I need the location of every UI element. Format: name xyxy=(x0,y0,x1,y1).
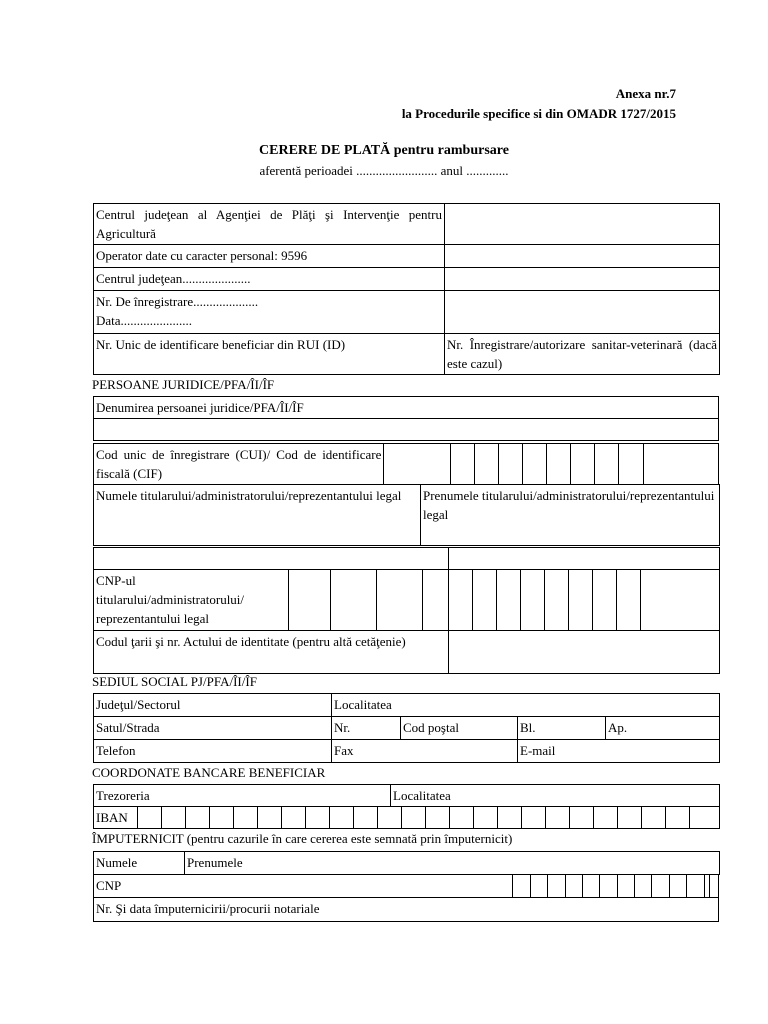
proxy-cnp-digit[interactable] xyxy=(635,875,652,898)
fax-label[interactable]: Fax xyxy=(332,740,518,763)
period-line: aferentă perioadei ......................... anul ............. xyxy=(259,163,509,178)
holder-first-name-label: Prenumele titularului/administratorului/reprezentantului legal xyxy=(421,485,720,546)
cnp-label: CNP-ul titularului/administratorului/ reprezentantului legal xyxy=(94,570,289,631)
cnp-digit[interactable] xyxy=(473,570,497,631)
cui-digit[interactable] xyxy=(474,444,498,485)
cui-digit[interactable] xyxy=(595,444,619,485)
hq-locality-label[interactable]: Localitatea xyxy=(332,694,720,717)
cnp-digit[interactable] xyxy=(449,570,473,631)
headquarters-table xyxy=(93,693,720,763)
cnp-digit[interactable] xyxy=(521,570,545,631)
phone-label[interactable]: Telefon xyxy=(94,740,332,763)
iban-digit[interactable] xyxy=(450,807,474,829)
proxy-section-title: ÎMPUTERNICIT (pentru cazurile în care cererea este semnată prin împuternicit) xyxy=(92,831,513,846)
iban-digit[interactable] xyxy=(234,807,258,829)
bank-locality-label[interactable]: Localitatea xyxy=(391,785,720,807)
iban-digit[interactable] xyxy=(690,807,720,829)
cui-digit[interactable] xyxy=(384,444,450,485)
iban-digit[interactable] xyxy=(378,807,402,829)
proxy-cnp-digit[interactable] xyxy=(652,875,669,898)
proxy-cnp-digit[interactable] xyxy=(617,875,634,898)
agency-value[interactable] xyxy=(445,204,720,245)
headquarters-section-title: SEDIUL SOCIAL PJ/PFA/ÎI/ÎF xyxy=(92,674,257,689)
proxy-first-name-label[interactable]: Prenumele xyxy=(185,852,720,875)
sanitary-nr-label[interactable]: Nr. Înregistrare/autorizare sanitar-veterinară (dacă este cazul) xyxy=(445,334,720,375)
cui-label: Cod unic de înregistrare (CUI)/ Cod de identificare fiscală (CIF) xyxy=(94,444,384,485)
legal-name-table xyxy=(93,396,719,441)
holder-last-name-label: Numele titularului/administratorului/reprezentantului legal xyxy=(94,485,421,546)
iban-table xyxy=(93,806,720,829)
proxy-cnp-digit[interactable] xyxy=(600,875,617,898)
registration-value[interactable] xyxy=(445,291,720,334)
cui-digit[interactable] xyxy=(547,444,571,485)
iban-digit[interactable] xyxy=(642,807,666,829)
proxy-name-table xyxy=(93,851,720,875)
iban-digit[interactable] xyxy=(546,807,570,829)
cnp-digit[interactable] xyxy=(423,570,449,631)
operator-value[interactable] xyxy=(445,245,720,268)
county-label[interactable]: Judeţul/Sectorul xyxy=(94,694,332,717)
registration-cell[interactable] xyxy=(94,291,445,334)
holder-last-name-value[interactable] xyxy=(94,548,449,570)
legal-name-value[interactable] xyxy=(94,419,719,441)
holder-first-name-value[interactable] xyxy=(449,548,720,570)
iban-digit[interactable] xyxy=(618,807,642,829)
operator-label: Operator date cu caracter personal: 9596 xyxy=(94,245,445,268)
postal-code-label[interactable]: Cod poştal xyxy=(401,717,518,740)
proxy-cnp-label: CNP xyxy=(94,875,513,898)
iban-digit[interactable] xyxy=(330,807,354,829)
iban-digit[interactable] xyxy=(594,807,618,829)
registration-date-label: Data...................... xyxy=(96,313,193,328)
cnp-digit[interactable] xyxy=(289,570,331,631)
id-doc-table xyxy=(93,630,720,674)
form-title: CERERE DE PLATĂ pentru rambursare xyxy=(259,143,509,158)
cnp-digit[interactable] xyxy=(545,570,569,631)
cui-digit[interactable] xyxy=(571,444,595,485)
cnp-digit[interactable] xyxy=(569,570,593,631)
annex-number: Anexa nr.7 xyxy=(615,86,676,101)
iban-digit[interactable] xyxy=(354,807,378,829)
block-label[interactable]: Bl. xyxy=(518,717,606,740)
county-center-label[interactable]: Centrul judeţean..................... xyxy=(94,268,445,291)
cui-digit[interactable] xyxy=(619,444,643,485)
proxy-cnp-digit[interactable] xyxy=(530,875,547,898)
apartment-label[interactable]: Ap. xyxy=(606,717,720,740)
proxy-last-name-label[interactable]: Numele xyxy=(94,852,185,875)
village-street-label[interactable]: Satul/Strada xyxy=(94,717,332,740)
iban-digit[interactable] xyxy=(282,807,306,829)
cnp-digit[interactable] xyxy=(617,570,641,631)
proxy-cnp-digit[interactable] xyxy=(687,875,704,898)
proxy-cnp-table xyxy=(93,874,719,898)
legal-name-label: Denumirea persoanei juridice/PFA/ÎI/ÎF xyxy=(94,397,719,419)
proxy-cnp-digit[interactable] xyxy=(565,875,582,898)
rui-id-label[interactable]: Nr. Unic de identificare beneficiar din RUI (ID) xyxy=(94,334,445,375)
proxy-cnp-digit[interactable] xyxy=(582,875,599,898)
cui-digit[interactable] xyxy=(498,444,522,485)
iban-digit[interactable] xyxy=(666,807,690,829)
proxy-cnp-digit[interactable] xyxy=(669,875,686,898)
iban-digit[interactable] xyxy=(474,807,498,829)
iban-digit[interactable] xyxy=(498,807,522,829)
iban-digit[interactable] xyxy=(402,807,426,829)
iban-digit[interactable] xyxy=(186,807,210,829)
proxy-cnp-digit[interactable] xyxy=(548,875,565,898)
holder-name-values-table xyxy=(93,547,720,570)
iban-label: IBAN xyxy=(94,807,138,829)
iban-digit[interactable] xyxy=(138,807,162,829)
iban-digit[interactable] xyxy=(210,807,234,829)
street-nr-label[interactable]: Nr. xyxy=(332,717,401,740)
iban-digit[interactable] xyxy=(570,807,594,829)
iban-digit[interactable] xyxy=(162,807,186,829)
procedures-reference: la Procedurile specifice si din OMADR 1727/2015 xyxy=(401,106,676,121)
id-doc-label: Codul ţarii şi nr. Actului de identitate (pentru altă cetăţenie) xyxy=(94,631,449,674)
cui-digit[interactable] xyxy=(450,444,474,485)
cui-digit[interactable] xyxy=(523,444,547,485)
legal-entities-section-title: PERSOANE JURIDICE/PFA/ÎI/ÎF xyxy=(92,377,275,392)
iban-digit[interactable] xyxy=(426,807,450,829)
registration-nr-label: Nr. De înregistrare.................... xyxy=(96,294,259,309)
treasury-label[interactable]: Trezoreria xyxy=(94,785,391,807)
cnp-digit[interactable] xyxy=(377,570,423,631)
cnp-table xyxy=(93,569,720,631)
iban-digit[interactable] xyxy=(306,807,330,829)
cnp-digit[interactable] xyxy=(641,570,720,631)
cnp-digit[interactable] xyxy=(593,570,617,631)
holder-name-table xyxy=(93,484,720,546)
proxy-notary-table xyxy=(93,897,719,922)
iban-digit[interactable] xyxy=(258,807,282,829)
cnp-digit[interactable] xyxy=(331,570,377,631)
institution-table xyxy=(93,203,720,375)
cui-table xyxy=(93,443,719,485)
cnp-digit[interactable] xyxy=(497,570,521,631)
iban-digit[interactable] xyxy=(522,807,546,829)
cui-filler xyxy=(643,444,718,485)
id-doc-value[interactable] xyxy=(449,631,720,674)
proxy-notary-doc-label[interactable]: Nr. Şi data împuternicirii/procurii notariale xyxy=(94,898,719,922)
county-center-value[interactable] xyxy=(445,268,720,291)
proxy-cnp-digit[interactable] xyxy=(513,875,530,898)
bank-table xyxy=(93,784,720,807)
bank-section-title: COORDONATE BANCARE BENEFICIAR xyxy=(92,765,326,780)
proxy-cnp-digit[interactable] xyxy=(709,875,718,898)
email-label[interactable]: E-mail xyxy=(518,740,720,763)
agency-label: Centrul judeţean al Agenţiei de Plăţi şi Intervenţie pentru Agricultură xyxy=(94,204,445,245)
